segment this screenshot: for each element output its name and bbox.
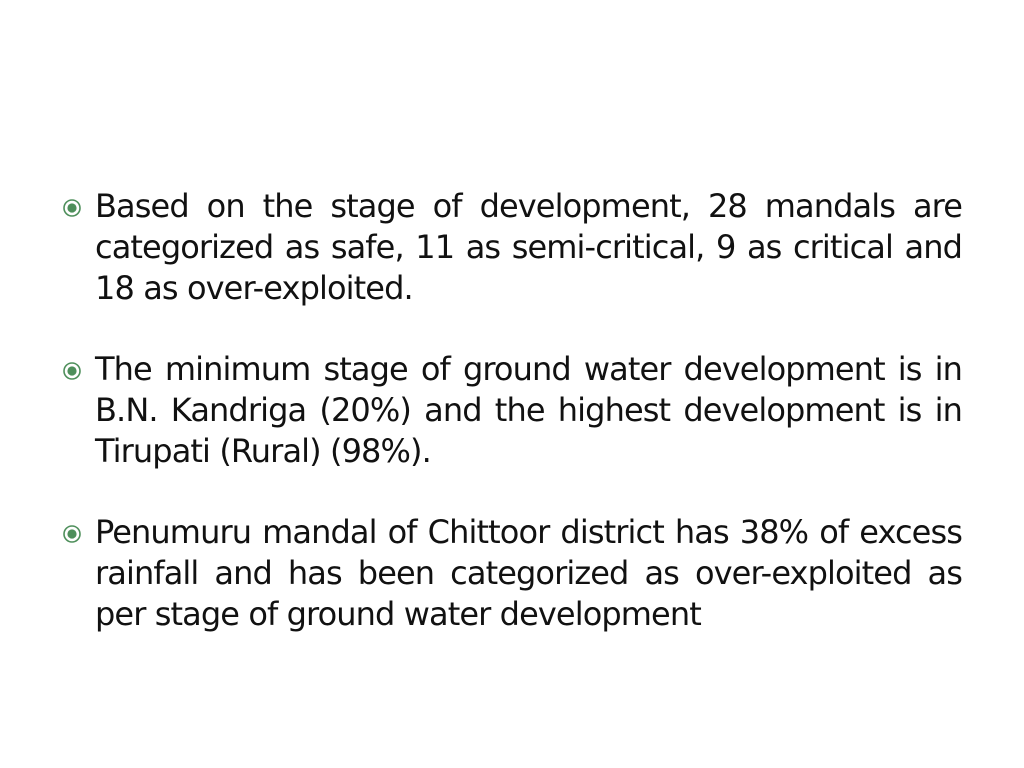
bullet-item (62, 512, 962, 635)
bullet-text: Based on the stage of development, 28 mandals are categorized as safe, 11 as semi-critical, 9 as critical and 18 as over-exploited. (95, 187, 962, 307)
bullet-item (62, 186, 962, 309)
circled-dot-bullet-icon (62, 198, 82, 218)
circled-dot-bullet-icon (62, 361, 82, 381)
circled-dot-bullet-icon (62, 524, 82, 544)
bullet-text: Penumuru mandal of Chittoor district has 38% of excess rainfall and has been categorized as over-exploited as per stage of ground water development (95, 513, 962, 633)
bullet-list (62, 186, 962, 675)
bullet-item (62, 349, 962, 472)
bullet-text: The minimum stage of ground water development is in B.N. Kandriga (20%) and the highest development is in Tirupati (Rural) (98%). (95, 350, 962, 470)
